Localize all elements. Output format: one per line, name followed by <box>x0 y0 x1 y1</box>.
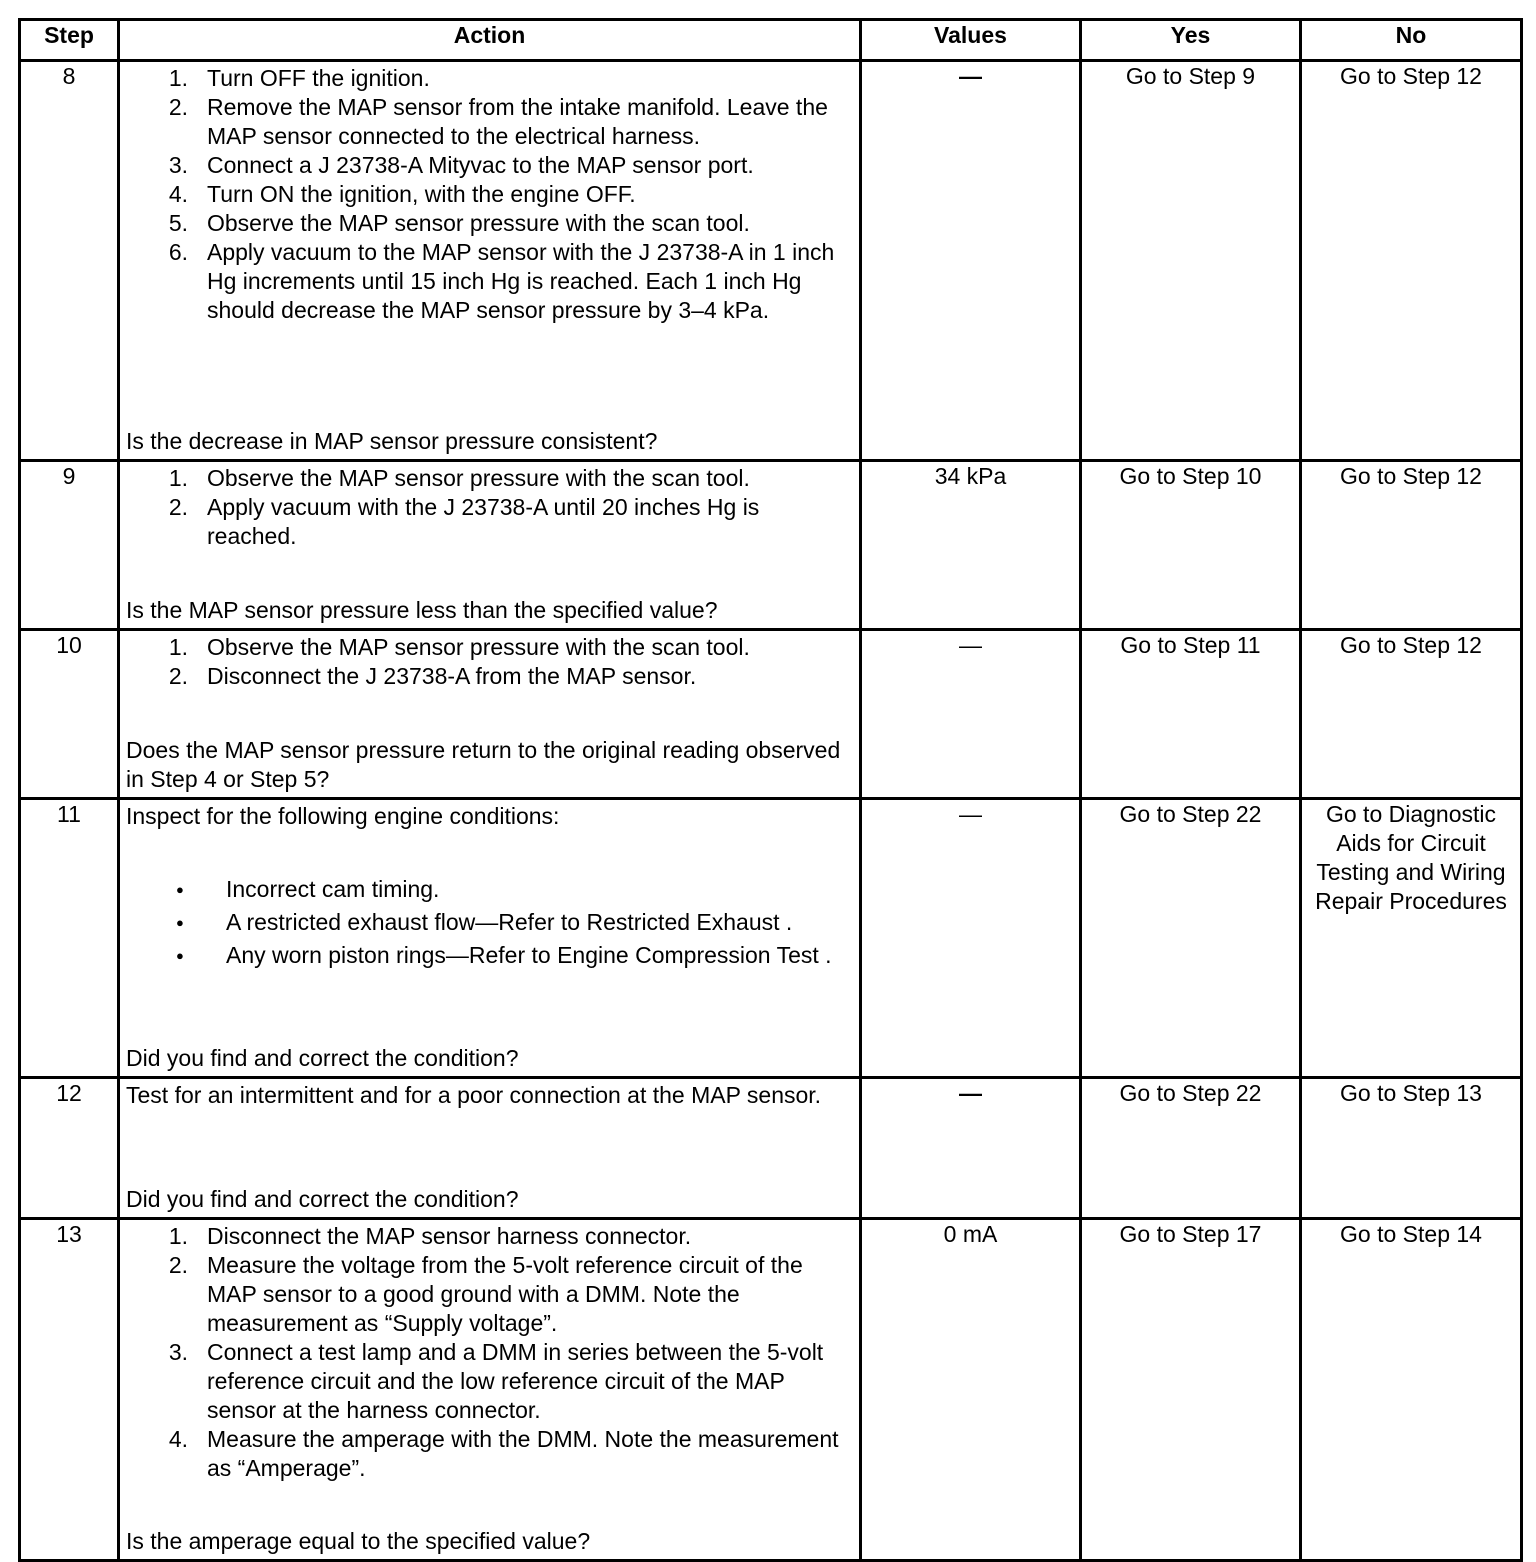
table-row <box>20 61 1522 461</box>
list-item: 2. Measure the voltage from the 5-volt reference circuit of the MAP sensor to a good ground with a DMM. Note the measurement as “Supply voltage”. <box>168 1252 803 1336</box>
header-values: Values <box>861 20 1081 61</box>
list-item: ● Any worn piston rings—Refer to Engine Compression Test . <box>126 941 853 970</box>
condition-list <box>126 875 853 970</box>
question-text: Does the MAP sensor pressure return to the original reading observed in Step 4 or Step 5? <box>126 737 841 792</box>
value-cell: — <box>861 630 1081 799</box>
yes-cell: Go to Step 17 <box>1081 1219 1301 1561</box>
question-text: Did you find and correct the condition? <box>126 1045 519 1071</box>
step-number: 12 <box>20 1078 119 1219</box>
no-cell: Go to Step 13 <box>1301 1078 1522 1219</box>
list-item: 2. Disconnect the J 23738-A from the MAP sensor. <box>168 663 697 689</box>
action-steps <box>126 64 853 325</box>
yes-cell: Go to Step 9 <box>1081 61 1301 461</box>
step-number: 11 <box>20 799 119 1078</box>
no-cell: Go to Step 14 <box>1301 1219 1522 1561</box>
no-cell: Go to Diagnostic Aids for Circuit Testing and Wiring Repair Procedures <box>1301 799 1522 1078</box>
step-number: 13 <box>20 1219 119 1561</box>
table-row <box>20 630 1522 799</box>
action-cell <box>119 799 861 1078</box>
step-number: 10 <box>20 630 119 799</box>
action-cell <box>119 461 861 630</box>
table-row <box>20 461 1522 630</box>
list-item: ● Incorrect cam timing. <box>126 875 853 904</box>
list-item: 2. Remove the MAP sensor from the intake manifold. Leave the MAP sensor connected to the electrical harness. <box>168 94 828 149</box>
action-steps <box>126 633 853 691</box>
value-cell: — <box>861 1078 1081 1219</box>
action-cell <box>119 1219 861 1561</box>
no-cell: Go to Step 12 <box>1301 461 1522 630</box>
list-item: 4. Turn ON the ignition, with the engine OFF. <box>168 181 636 207</box>
yes-cell: Go to Step 11 <box>1081 630 1301 799</box>
bullet-icon <box>126 908 226 937</box>
bullet-icon <box>126 941 226 970</box>
table-row <box>20 1078 1522 1219</box>
value-cell: 34 kPa <box>861 461 1081 630</box>
list-item: 6. Apply vacuum to the MAP sensor with the J 23738-A in 1 inch Hg increments until 15 inch Hg is reached. Each 1 inch Hg should decrease the MAP sensor pressure by 3–4 kPa. <box>168 239 835 323</box>
list-item: 1. Observe the MAP sensor pressure with the scan tool. <box>168 465 750 491</box>
table-header <box>20 20 1522 61</box>
list-item: 1. Turn OFF the ignition. <box>168 65 430 91</box>
list-item: 2. Apply vacuum with the J 23738-A until 20 inches Hg is reached. <box>168 494 760 549</box>
value-cell: — <box>861 61 1081 461</box>
action-steps <box>126 464 853 551</box>
diagnostic-table <box>18 18 1523 1562</box>
table-row <box>20 1219 1522 1561</box>
value-cell: — <box>861 799 1081 1078</box>
action-cell <box>119 630 861 799</box>
list-item: 1. Observe the MAP sensor pressure with the scan tool. <box>168 634 750 660</box>
step-number: 8 <box>20 61 119 461</box>
header-action: Action <box>119 20 861 61</box>
yes-cell: Go to Step 10 <box>1081 461 1301 630</box>
action-steps <box>126 1222 853 1483</box>
list-item: 1. Disconnect the MAP sensor harness connector. <box>168 1223 692 1249</box>
list-item: 3. Connect a test lamp and a DMM in series between the 5-volt reference circuit and the low reference circuit of the MAP sensor at the harness connector. <box>168 1339 824 1423</box>
question-text: Is the MAP sensor pressure less than the specified value? <box>126 597 718 623</box>
question-text: Is the decrease in MAP sensor pressure consistent? <box>126 428 658 454</box>
header-step: Step <box>20 20 119 61</box>
list-item: 4. Measure the amperage with the DMM. Note the measurement as “Amperage”. <box>168 1426 839 1481</box>
action-cell <box>119 1078 861 1219</box>
header-no: No <box>1301 20 1522 61</box>
question-text: Did you find and correct the condition? <box>126 1186 519 1212</box>
action-intro: Inspect for the following engine conditions: <box>126 803 560 829</box>
yes-cell: Go to Step 22 <box>1081 799 1301 1078</box>
list-item: 5. Observe the MAP sensor pressure with the scan tool. <box>168 210 750 236</box>
list-item: ● A restricted exhaust flow—Refer to Restricted Exhaust . <box>126 908 853 937</box>
yes-cell: Go to Step 22 <box>1081 1078 1301 1219</box>
table-row <box>20 799 1522 1078</box>
value-cell: 0 mA <box>861 1219 1081 1561</box>
bullet-icon <box>126 875 226 904</box>
action-intro: Test for an intermittent and for a poor connection at the MAP sensor. <box>126 1082 822 1108</box>
no-cell: Go to Step 12 <box>1301 630 1522 799</box>
header-yes: Yes <box>1081 20 1301 61</box>
question-text: Is the amperage equal to the specified value? <box>126 1528 591 1554</box>
list-item: 3. Connect a J 23738-A Mityvac to the MAP sensor port. <box>168 152 754 178</box>
step-number: 9 <box>20 461 119 630</box>
action-cell <box>119 61 861 461</box>
no-cell: Go to Step 12 <box>1301 61 1522 461</box>
